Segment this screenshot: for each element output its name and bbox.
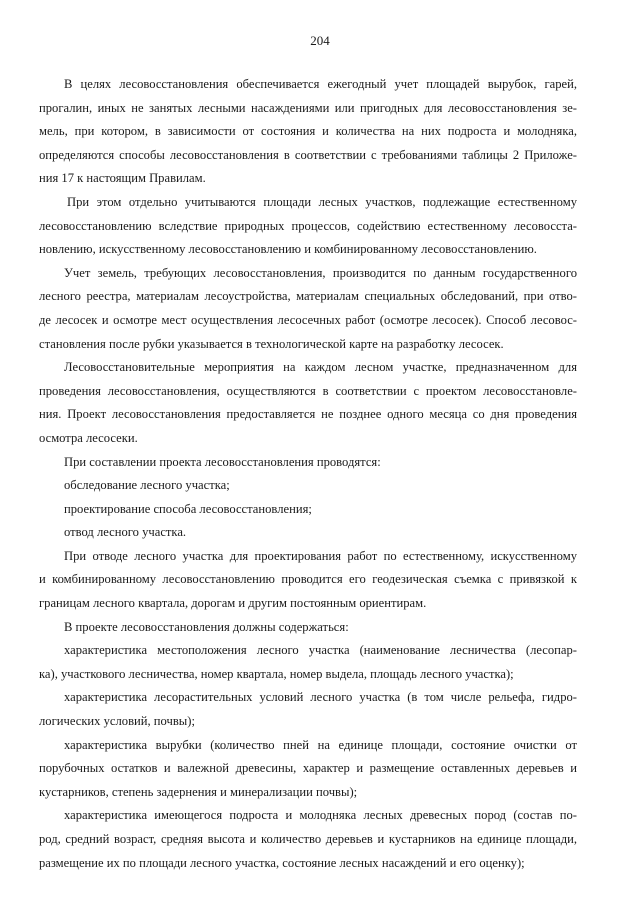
text-line: характеристика имеющегося подроста и молодняка лесных древесных пород (состав по- xyxy=(64,808,577,823)
text-line: При отводе лесного участка для проектирования работ по естественному, искусственному xyxy=(64,548,577,563)
text-line: В целях лесовосстановления обеспечивается ежегодный учет площадей вырубок, гарей, xyxy=(64,77,577,91)
text-line: мель, при котором, в зависимости от состояния и количества на них подроста и молодняка, xyxy=(39,124,577,139)
text-line: ка), участкового лесничества, номер квартала, номер выдела, площадь лесного участка); xyxy=(39,666,514,681)
text-line: границам лесного квартала, дорогам и другим постоянным ориентирам. xyxy=(39,596,427,611)
text-line: характеристика местоположения лесного участка (наименование лесничества (лесопар- xyxy=(64,643,577,658)
text-line: логических условий, почвы); xyxy=(39,714,195,729)
text-line: Учет земель, требующих лесовосстановления, производится по данным государственного xyxy=(64,265,577,280)
text-line: становления после рубки указывается в технологической карте на разработку лесосек. xyxy=(39,336,504,351)
text-line: де лесосек и осмотре мест осуществления лесосечных работ (осмотре лесосек). Способ лесовос- xyxy=(39,312,577,327)
text-line: характеристика лесорастительных условий лесного участка (в том числе рельефа, гидро- xyxy=(64,690,577,705)
text-line: В проекте лесовосстановления должны содержаться: xyxy=(64,619,349,634)
text-line: прогалин, иных не занятых лесными насаждениями или пригодных для лесовосстановления зе- xyxy=(39,100,577,115)
text-line: Лесовосстановительные мероприятия на каждом лесном участке, предназначенном для xyxy=(64,360,577,375)
text-line: обследование лесного участка; xyxy=(64,478,230,493)
text-line: кустарников, степень задернения и минерализации почвы); xyxy=(39,784,358,799)
document-body xyxy=(39,73,577,875)
text-line: род, средний возраст, средняя высота и количество деревьев и кустарников на единице площади, xyxy=(39,832,577,846)
text-line: новлению, искусственному лесовосстановлению и комбинированному лесовосстановлению. xyxy=(39,242,537,257)
text-line: лесовосстановлению вследствие природных процессов, содействию естественному лесовосста- xyxy=(39,218,577,233)
text-line: лесного реестра, материалам лесоустройства, материалам специальных обследований, при отво- xyxy=(39,289,577,304)
text-line: проведения лесовосстановления, осуществляются в соответствии с проектом лесовосстановле- xyxy=(39,383,577,398)
text-line: отвод лесного участка. xyxy=(64,525,187,540)
text-line: При этом отдельно учитываются площади лесных участков, подлежащие естественному xyxy=(67,194,577,209)
text-line: ния 17 к настоящим Правилам. xyxy=(39,171,206,186)
text-line: порубочных остатков и валежной древесины, характер и размещение оставленных деревьев и xyxy=(39,761,577,776)
text-line: осмотра лесосеки. xyxy=(39,430,138,445)
text-line: характеристика вырубки (количество пней на единице площади, состояние очистки от xyxy=(64,737,577,752)
text-line: При составлении проекта лесовосстановления проводятся: xyxy=(64,454,381,469)
page-number: 204 xyxy=(310,33,330,48)
text-line: ния. Проект лесовосстановления предоставляется не позднее одного месяца со дня проведения xyxy=(39,407,577,422)
text-line: проектирование способа лесовосстановления; xyxy=(64,501,312,516)
text-line: размещение их по площади лесного участка, состояние лесных насаждений и его оценку); xyxy=(39,855,525,870)
text-line: определяются способы лесовосстановления в соответствии с требованиями таблицы 2 Приложе- xyxy=(39,147,577,162)
text-line: и комбинированному лесовосстановлению проводится его геодезическая съемка с привязкой к xyxy=(39,572,577,587)
